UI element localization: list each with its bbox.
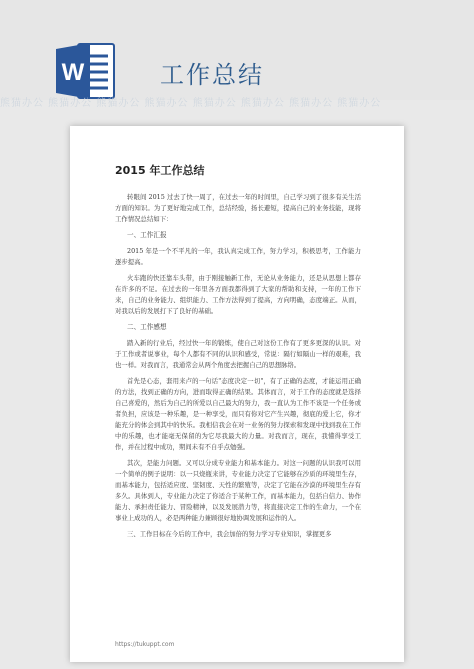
document-content	[115, 192, 361, 540]
document-title: 2015 年工作总结	[115, 164, 205, 177]
word-document-icon	[56, 42, 116, 100]
body-paragraph: 转眼间 2015 过去了快一周了，在过去一年的时间里，自己学习到了很多有关生活方面的知识。为了更好地完成工作，总结经验，扬长避短，提高自己的业务技能，现将工作情况总结如下：	[115, 193, 361, 223]
body-paragraph: 三、工作目标在今后的工作中，我会加倍的努力学习专业知识，掌握更多	[127, 530, 332, 538]
body-paragraph: 踏入新的行业后，经过快一年的锻炼，使自己对这份工作有了更多更深的认识。对于工作或者说事业，每个人都有不同的认识和感受，常说：隔行如隔山一样的艰难，我也一样。对我而言，我通常会从两个角度去把握自己的思想脉络。	[115, 339, 361, 369]
body-paragraph: 其次，是能力问题。又可以分成专业能力和基本能力。对这一问题的认识我可以用一个简单的例子说明：以一只烧瓶来讲，专业能力决定了它能够在沙质的环境里生存，而基本能力，包括适应度、坚韧度、天性的繁殖等，决定了它能在沙漠的环境里生存有多久。具体到人，专业能力决定了你适合于某种工作，而基本能力，包括自信力、协作能力、承担责任能力、冒险精神，以及发展潜力等，将直接决定工作的生命力，一个在事业上成功的人，必是两种能力兼顾很好地协调发展和运作的人。	[115, 459, 361, 522]
footer-url: https://tukuppt.com	[115, 641, 175, 648]
body-paragraph: 2015 年是一个不平凡的一年，我认真完成工作，努力学习，积极思考，工作能力逐步提高。	[115, 247, 361, 266]
page-header	[0, 0, 474, 100]
section-heading: 二、工作感想	[127, 323, 167, 331]
body-paragraph: 首先是心态，套用来卢的一句话"态度决定一切"，有了正确的态度，才能运用正确的方法，找到正确的方向，进而取得正确的结果。其体而言，对于工作的态度就是选择自己喜爱的，然后为自己的所爱以自己最大的努力，我一直认为工作不该是一个任务或者负担，应该是一种乐趣，是一种享受，而只有你对它产生兴趣，彻底的爱上它，你才能充分的体会到其中的快乐。我相信我会在对一业务的努力探索和发现中找到我在工作中的乐趣，也才能毫无保留的为它尽我最大的力量。对我而言，现在，我懂得享受工作，并在过程中成功，期间未有不自乎点勉强。	[115, 377, 361, 451]
document-body	[115, 162, 361, 545]
logo-letter: W	[61, 59, 85, 86]
page-title: 工作总结	[160, 61, 264, 89]
watermark-text: 熊猫办公 熊猫办公 熊猫办公 熊猫办公 熊猫办公 熊猫办公 熊猫办公 熊猫办公	[0, 98, 382, 109]
body-paragraph: 火车跑的快还靠车头带，由于刚接触新工作，无论从业务能力，还是从思想上都存在许多的不足。在过去的一年里各方面我都得到了大家的帮助和支持，一年的工作下来，自己的业务能力、组织能力、工作方法得到了提高，方向明确，态度端正。从而，对我以后的发展打下了良好的基础。	[115, 274, 361, 315]
section-heading: 一、工作汇报	[127, 231, 167, 239]
document-page	[70, 126, 404, 662]
